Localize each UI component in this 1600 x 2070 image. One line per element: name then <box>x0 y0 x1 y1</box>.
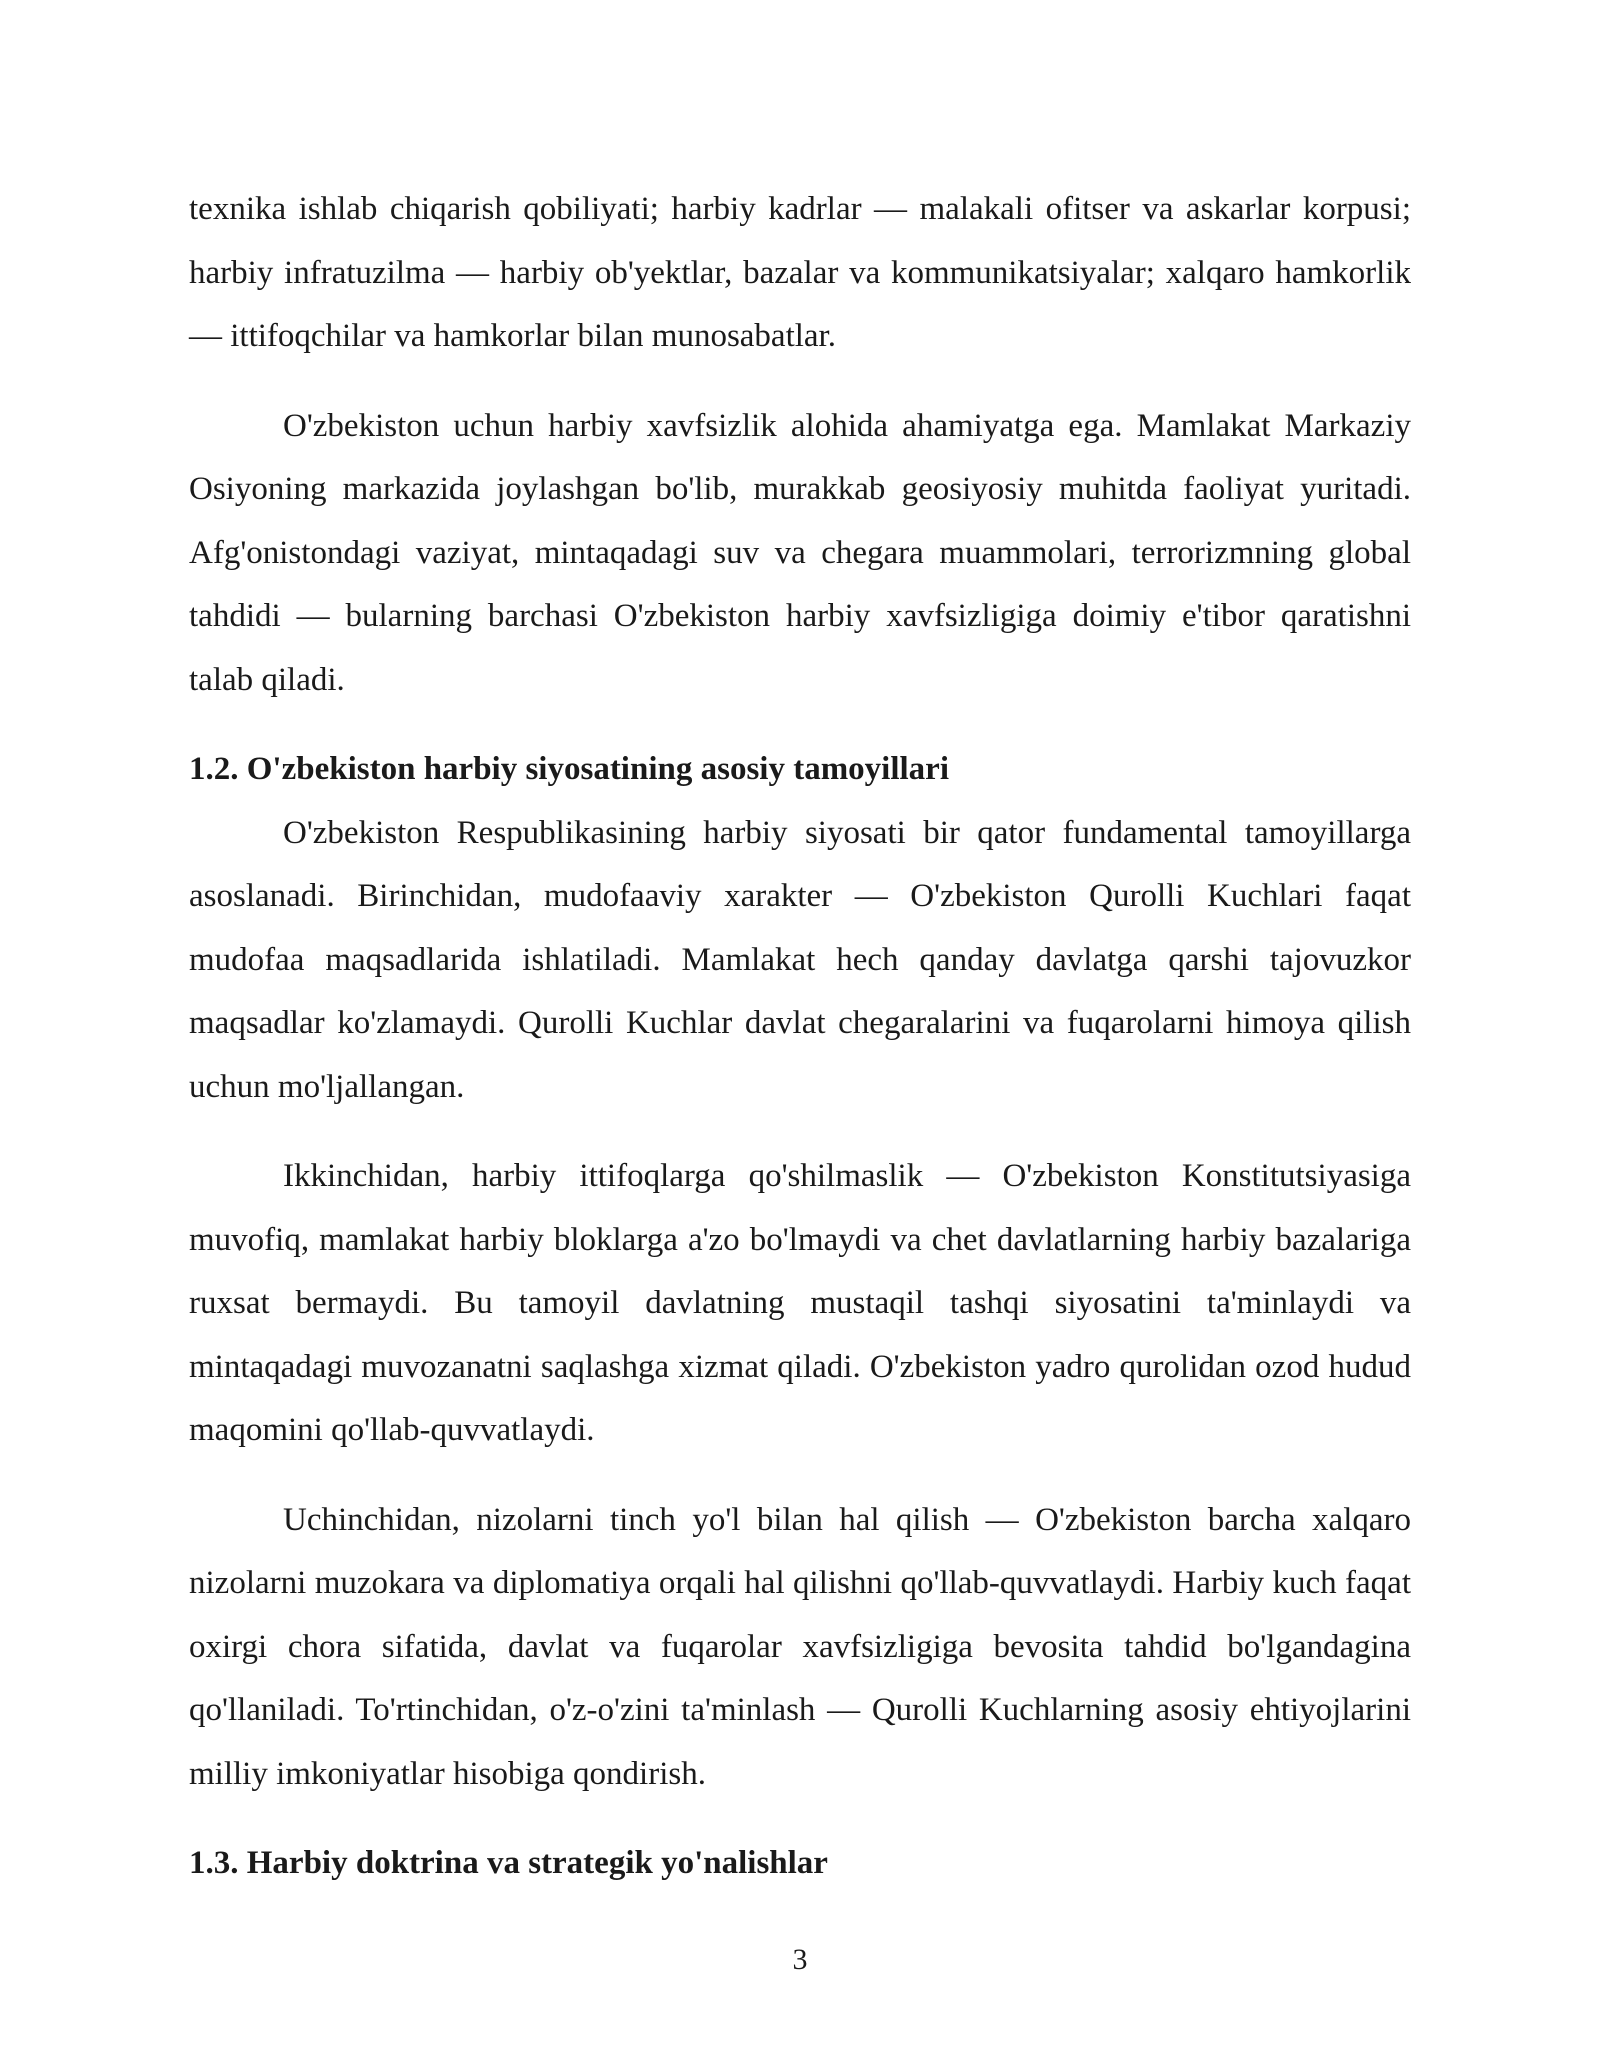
document-page <box>189 178 1411 1896</box>
paragraph-military-security: O'zbekiston uchun harbiy xavfsizlik alohida ahamiyatga ega. Mamlakat Markaziy Osiyoning markazida joylashgan bo'lib, murakkab geosiyosiy muhitda faoliyat yuritadi. Afg'onistondagi vaziyat, mintaqadagi suv va chegara muammolari, terrorizmning global tahdidi — bularning barchasi O'zbekiston harbiy xavfsizligiga doimiy e'tibor qaratishni talab qiladi. <box>189 407 1411 698</box>
section-heading-1-3: 1.3. Harbiy doktrina va strategik yo'nalishlar <box>189 1845 828 1881</box>
paragraph-third-principle: Uchinchidan, nizolarni tinch yo'l bilan hal qilish — O'zbekiston barcha xalqaro nizolarni muzokara va diplomatiya orqali hal qilishni qo'llab-quvvatlaydi. Harbiy kuch faqat oxirgi chora sifatida, davlat va fuqarolar xavfsizligiga bevosita tahdid bo'lgandagina qo'llaniladi. To'rtinchidan, o'z-o'zini ta'minlash — Qurolli Kuchlarning asosiy ehtiyojlarini milliy imkoniyatlar hisobiga qondirish. <box>189 1501 1411 1792</box>
page-number: 3 <box>792 1943 808 1976</box>
paragraph-principles-intro: O'zbekiston Respublikasining harbiy siyosati bir qator fundamental tamoyillarga asoslanadi. Birinchidan, mudofaaviy xarakter — O'zbekiston Qurolli Kuchlari faqat mudofaa maqsadlarida ishlatiladi. Mamlakat hech qanday davlatga qarshi tajovuzkor maqsadlar ko'zlamaydi. Qurolli Kuchlar davlat chegaralarini va fuqarolarni himoya qilish uchun mo'ljallangan. <box>189 814 1411 1105</box>
paragraph-continued: texnika ishlab chiqarish qobiliyati; harbiy kadrlar — malakali ofitser va askarlar korpusi; harbiy infratuzilma — harbiy ob'yektlar, bazalar va kommunikatsiyalar; xalqaro hamkorlik — ittifoqchilar va hamkorlar bilan munosabatlar. <box>189 191 1411 354</box>
paragraph-second-principle: Ikkinchidan, harbiy ittifoqlarga qo'shilmaslik — O'zbekiston Konstitutsiyasiga muvofiq, mamlakat harbiy bloklarga a'zo bo'lmaydi va chet davlatlarning harbiy bazalariga ruxsat bermaydi. Bu tamoyil davlatning mustaqil tashqi siyosatini ta'minlaydi va mintaqadagi muvozanatni saqlashga xizmat qiladi. O'zbekiston yadro qurolidan ozod hudud maqomini qo'llab-quvvatlaydi. <box>189 1158 1411 1448</box>
section-heading-1-2: 1.2. O'zbekiston harbiy siyosatining asosiy tamoyillari <box>189 751 949 787</box>
